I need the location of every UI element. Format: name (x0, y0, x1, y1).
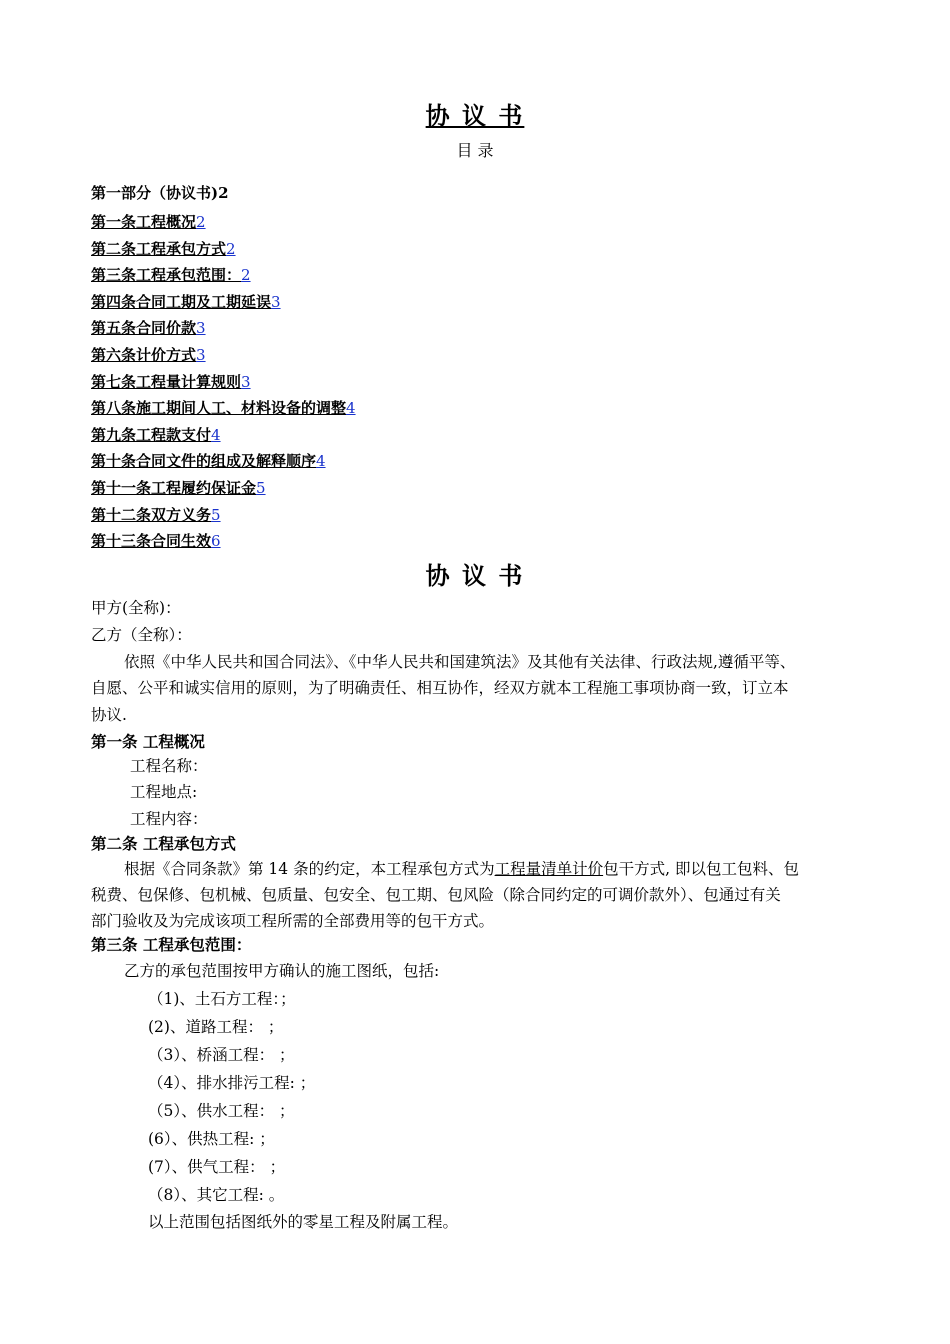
project-site-field: 工程地点: (130, 783, 198, 801)
article-2-text: 包干方式, 即以包工包料、包 (603, 860, 799, 878)
toc-item[interactable] (91, 503, 356, 530)
toc-item-page-link[interactable]: 3 (196, 319, 206, 338)
scope-item: (7）、供气工程： ； (148, 1158, 286, 1176)
toc-item[interactable] (91, 290, 356, 317)
intro-paragraph-line: 自愿、公平和诚实信用的原则，为了明确责任、相互协作，经双方就本工程施工事项协商一致，订立本 (91, 679, 789, 697)
toc-item-label[interactable]: 第十一条工程履约保证金 (91, 478, 257, 497)
party-b-line: 乙方（全称）： (91, 626, 192, 644)
toc-item-page-link[interactable]: 3 (271, 292, 281, 311)
toc-item-label[interactable]: 第九条工程款支付 (91, 425, 212, 444)
article-3-heading: 第三条 工程承包范围： (91, 935, 252, 954)
toc-item[interactable] (91, 210, 356, 237)
article-2-heading: 第二条 工程承包方式 (91, 834, 236, 853)
article-2-paragraph-line: 部门验收及为完成该项工程所需的全部费用等的包干方式。 (91, 912, 495, 930)
toc-part-heading: 第一部分（协议书)2 (91, 184, 229, 202)
toc-item[interactable] (91, 476, 356, 503)
toc-item[interactable] (91, 263, 356, 290)
article-3-intro: 乙方的承包范围按甲方确认的施工图纸，包括: (124, 962, 440, 980)
toc-item-page-link[interactable]: 3 (196, 345, 206, 364)
toc-item-page-link[interactable]: 3 (241, 372, 251, 391)
toc-item-label[interactable]: 第五条合同价款 (91, 319, 197, 338)
cover-title: 协 议 书 (425, 101, 525, 130)
project-content-field: 工程内容： (130, 810, 208, 828)
toc-item-label[interactable]: 第四条合同工期及工期延误 (91, 292, 272, 311)
scope-item: (2)、道路工程： ； (148, 1018, 284, 1036)
party-a-line: 甲方(全称)： (91, 599, 181, 617)
toc-item-label[interactable]: 第十条合同文件的组成及解释顺序 (91, 452, 317, 471)
article-2-paragraph-line (124, 857, 799, 879)
toc-item-page-link[interactable]: 5 (256, 478, 266, 497)
toc-item-page-link[interactable]: 2 (226, 239, 236, 258)
pricing-method-underlined: 工程量清单计价 (494, 860, 604, 878)
toc-item-label[interactable]: 第十二条双方义务 (91, 505, 212, 524)
toc-item-page-link[interactable]: 2 (196, 213, 206, 231)
scope-item: (6）、供热工程: ； (148, 1130, 275, 1148)
toc-item[interactable] (91, 396, 356, 423)
scope-item: （3）、桥涵工程： ； (148, 1046, 295, 1064)
intro-paragraph-line: 协议. (91, 706, 127, 724)
toc-item-page-link[interactable]: 5 (211, 505, 221, 524)
table-of-contents (91, 210, 356, 556)
toc-item-label[interactable]: 第八条施工期间人工、材料设备的调整 (91, 399, 347, 418)
toc-item[interactable] (91, 237, 356, 264)
toc-item[interactable] (91, 370, 356, 397)
toc-item[interactable] (91, 316, 356, 343)
toc-item[interactable] (91, 343, 356, 370)
toc-item[interactable] (91, 529, 356, 556)
article-2-paragraph-line: 税费、包保修、包机械、包质量、包安全、包工期、包风险（除合同约定的可调价款外）、包通过有关 (91, 886, 781, 904)
toc-item-label[interactable]: 第三条工程承包范围： (91, 266, 242, 285)
toc-subtitle: 目 录 (456, 141, 494, 160)
intro-paragraph-line: 依照《中华人民共和国合同法》、《中华人民共和国建筑法》及其他有关法律、行政法规,遵循平等、 (124, 653, 796, 671)
scope-item: （5）、供水工程： ； (148, 1102, 295, 1120)
toc-item-page-link[interactable]: 6 (211, 532, 221, 551)
toc-item-page-link[interactable]: 2 (241, 266, 251, 285)
toc-item[interactable] (91, 423, 356, 450)
article-2-text: 根据《合同条款》第 14 条的约定，本工程承包方式为 (124, 860, 495, 878)
toc-item-label[interactable]: 第二条工程承包方式 (91, 239, 227, 258)
scope-item: （1)、土石方工程：； (148, 990, 296, 1008)
toc-item-page-link[interactable]: 4 (211, 425, 221, 444)
article-1-heading: 第一条 工程概况 (91, 732, 205, 751)
project-name-field: 工程名称： (130, 757, 208, 775)
scope-item: （8）、其它工程: 。 (148, 1186, 285, 1204)
toc-item-label[interactable]: 第一条工程概况 (91, 213, 197, 231)
article-3-outro: 以上范围包括图纸外的零星工程及附属工程。 (148, 1213, 459, 1231)
toc-item-page-link[interactable]: 4 (316, 452, 326, 471)
agreement-title: 协 议 书 (425, 561, 525, 590)
scope-item: （4）、排水排污工程: ； (148, 1074, 316, 1092)
toc-item-label[interactable]: 第十三条合同生效 (91, 532, 212, 551)
toc-item-label[interactable]: 第六条计价方式 (91, 345, 197, 364)
toc-item-label[interactable]: 第七条工程量计算规则 (91, 372, 242, 391)
toc-item[interactable] (91, 449, 356, 476)
toc-item-page-link[interactable]: 4 (346, 399, 356, 418)
